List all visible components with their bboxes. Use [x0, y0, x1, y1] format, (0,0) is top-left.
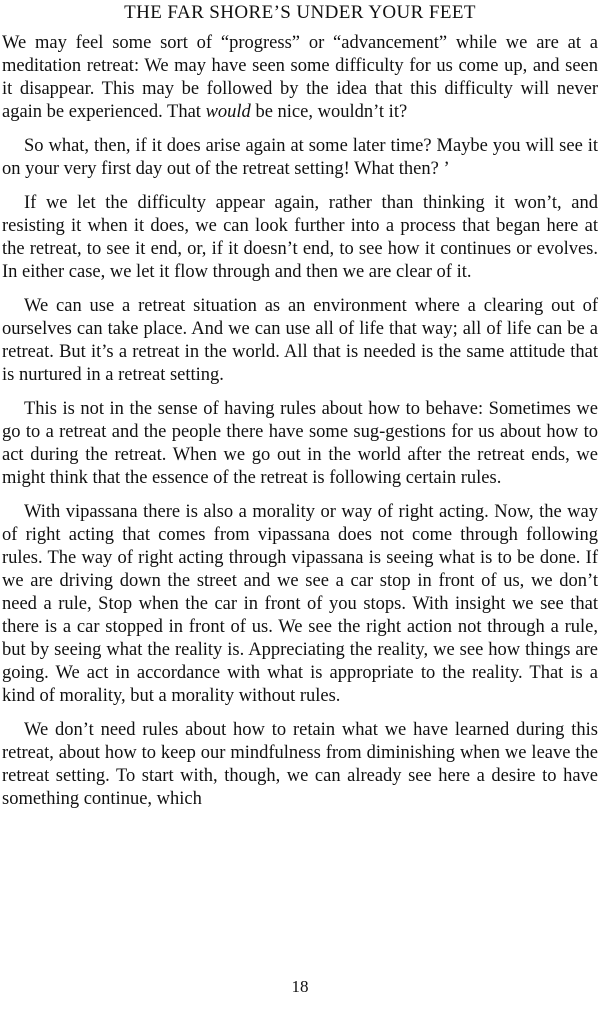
- page-number: 18: [291, 977, 309, 996]
- body-text: [2, 32, 598, 811]
- paragraph-6: With vipassana there is also a morality or way of right acting. Now, the way of right acting that comes from vipassana does not come through following rules. The way of right acting through vipassana is seeing what is to be done. If we are driving down the street and we see a car stop in front of us, we don’t need a rule, Stop when the car in front of you stops. With insight we see that there is a car stopped in front of us. We see the right action not through a rule, but by seeing what the reality is. Appreciating the reality, we see how things are going. We act in accordance with what is appropriate to the reality. That is a kind of morality, but a morality without rules.: [2, 502, 598, 706]
- paragraph-1-text-a: We may feel some sort of “progress” or “advancement” while we are at a meditation retreat: We may have seen some difficulty for us come up, and seen it disappear. This may be followed by the idea that this difficulty will never again be experienced. That: [2, 33, 598, 122]
- running-head: THE FAR SHORE’S UNDER YOUR FEET: [124, 2, 476, 23]
- paragraph-1: [2, 32, 598, 124]
- paragraph-3: If we let the difficulty appear again, rather than thinking it won’t, and resisting it when it does, we can look further into a process that began here at the retreat, to see it end, or, if it doesn’t end, to see how it continues or evolves. In either case, we let it flow through and then we are clear of it.: [2, 193, 598, 282]
- paragraph-5: This is not in the sense of having rules about how to behave: Sometimes we go to a retreat and the people there have some sug-gestions for us about how to act during the retreat. When we go out in the world after the retreat ends, we might think that the essence of the retreat is following certain rules.: [2, 399, 598, 488]
- paragraph-7: We don’t need rules about how to retain what we have learned during this retreat, about how to keep our mindfulness from diminishing when we leave the retreat setting. To start with, though, we can already see here a desire to have something continue, which: [2, 720, 598, 809]
- paragraph-1-emphasis: would: [205, 102, 251, 122]
- paragraph-1-text-b: be nice, wouldn’t it?: [250, 102, 408, 122]
- paragraph-4: We can use a retreat situation as an environment where a clearing out of ourselves can take place. And we can use all of life that way; all of life can be a retreat. But it’s a retreat in the world. All that is needed is the same attitude that is nurtured in a retreat setting.: [2, 296, 598, 385]
- paragraph-2: So what, then, if it does arise again at some later time? Maybe you will see it on your very first day out of the retreat setting! What then? ’: [2, 136, 598, 179]
